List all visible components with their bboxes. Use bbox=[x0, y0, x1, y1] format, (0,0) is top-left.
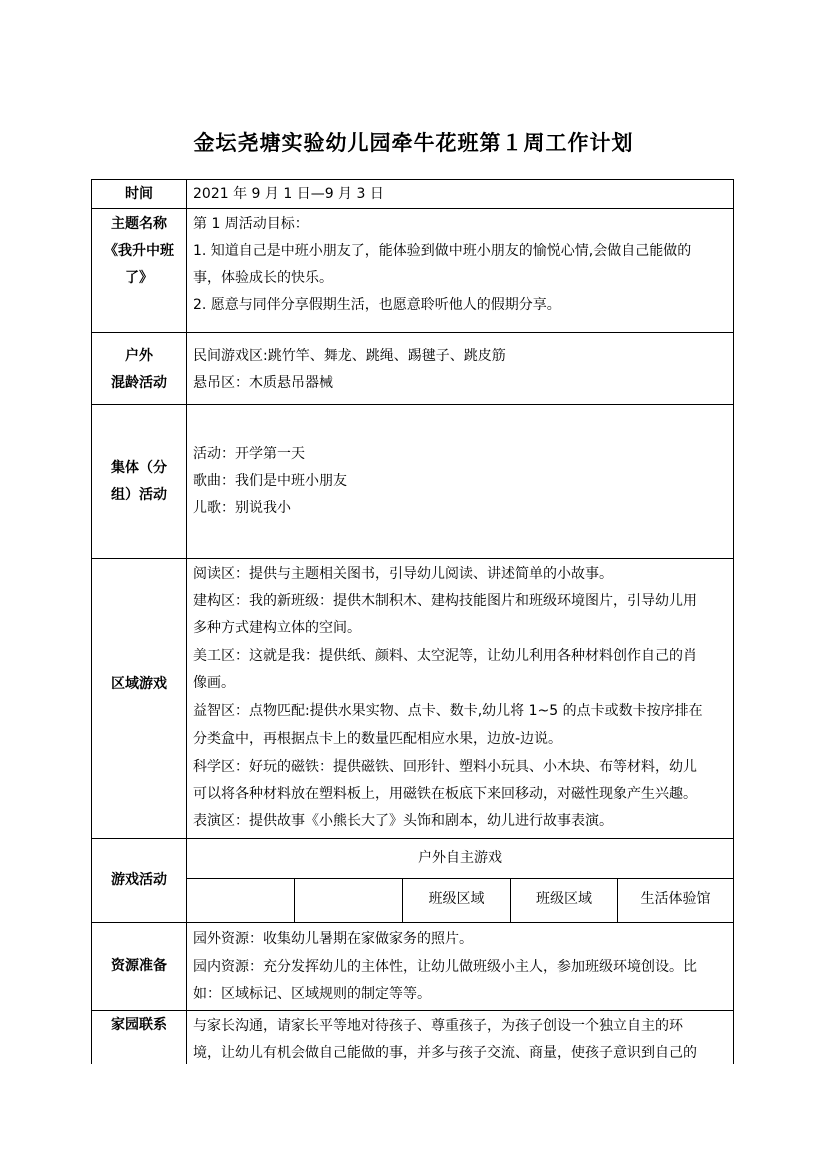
goal-line: 事，体验成长的快乐。 bbox=[193, 270, 333, 286]
home-label: 家园联系 bbox=[111, 1017, 167, 1033]
time-label: 时间 bbox=[125, 186, 153, 202]
games-cell: 班级区域 bbox=[428, 891, 485, 907]
resources-label: 资源准备 bbox=[111, 958, 167, 974]
games-label: 游戏活动 bbox=[111, 872, 167, 888]
goal-line: 第 1 周活动目标： bbox=[193, 216, 309, 232]
games-cell: 班级区域 bbox=[536, 891, 592, 907]
time-value: 2021 年 9 月 1 日—9 月 3 日 bbox=[193, 186, 384, 202]
goal-line: 1. 知道自己是中班小朋友了，能体验到做中班小朋友的愉悦心情,会做自己能做的 bbox=[193, 243, 692, 259]
area-label: 区域游戏 bbox=[111, 676, 167, 692]
games-cell: 生活体验馆 bbox=[640, 891, 711, 907]
document-title: 金坛尧塘实验幼儿园牵牛花班第１周工作计划 bbox=[193, 130, 634, 155]
goal-line: 2. 愿意与同伴分享假期生活，也愿意聆听他人的假期分享。 bbox=[193, 297, 561, 313]
games-header: 户外自主游戏 bbox=[418, 850, 502, 866]
